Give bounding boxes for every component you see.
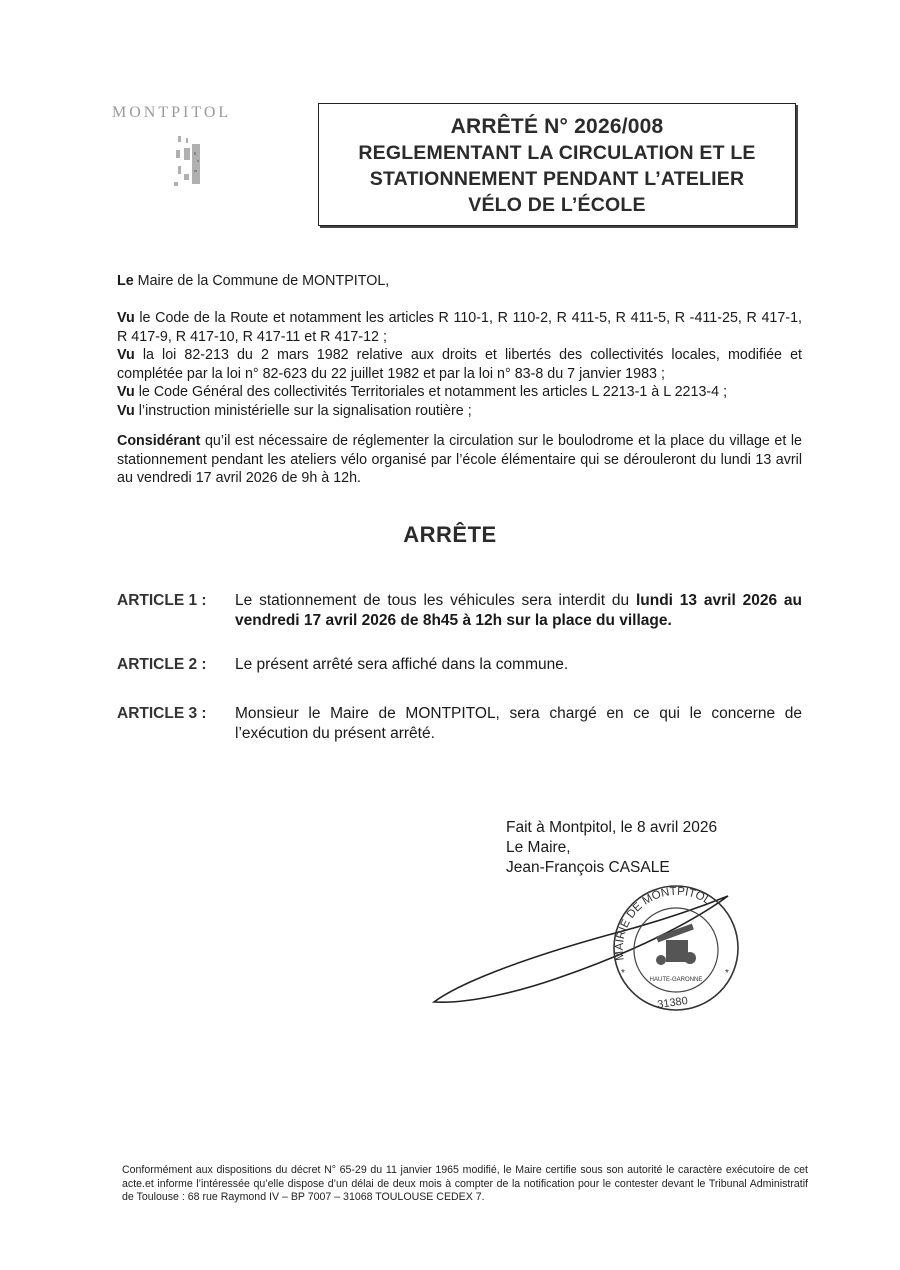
coat-of-arms-icon (140, 130, 230, 194)
vu-label: Vu (117, 402, 135, 419)
commune-logo (112, 104, 262, 194)
signer-name: Jean-François CASALE (506, 859, 670, 876)
stamp-postcode: 31380 (656, 994, 689, 1012)
vu-item (117, 346, 802, 383)
article-text: Le présent arrêté sera affiché dans la commune. (235, 656, 569, 673)
vu-label: Vu (117, 384, 135, 400)
intro-text: Maire de la Commune de MONTPITOL, (133, 273, 390, 289)
vu-item (117, 309, 802, 346)
considering-text: qu’il est nécessaire de réglementer la circulation sur le boulodrome et la place du village et le stationnement pendant les ateliers vélo organisé par l’école élémentaire qui se dérouleront du lundi 13 avril au vendredi 17 avril 2026 de 9h à 12h. (117, 433, 802, 486)
considering-label: Considérant (117, 433, 201, 449)
vu-item (117, 402, 802, 421)
article-text: Monsieur le Maire de MONTPITOL, sera chargé en ce qui le concerne de l’exécution du présent arrêté. (235, 705, 802, 742)
logo-text: MONTPITOL (112, 104, 232, 121)
vu-text: le Code de la Route et notamment les articles R 110-1, R 110-2, R 411-5, R 411-5, R -411-25, R 417-1, R 417-9, R 417-10, R 417-11 et R 417-12 ; (117, 310, 802, 345)
article-label: ARTICLE 3 : (117, 705, 207, 722)
vu-label: Vu (117, 310, 135, 326)
stamp-star-left: * (621, 968, 625, 979)
stamp-emblem-icon (656, 924, 696, 965)
article-text-end: . (667, 612, 672, 629)
article-3 (117, 704, 802, 746)
title-line: STATIONNEMENT PENDANT L’ATELIER (369, 168, 745, 190)
article-label: ARTICLE 1 : (117, 592, 207, 609)
title-line: REGLEMENTANT LA CIRCULATION ET LE (358, 142, 756, 164)
considering-paragraph (117, 432, 802, 488)
vu-text: l’instruction ministérielle sur la signalisation routière ; (134, 402, 472, 419)
arrete-heading: ARRÊTE (403, 522, 497, 547)
article-text-bold: lundi 13 avril 2026 au vendredi 17 avril 2026 de 8h45 à 12h sur la place du village (235, 592, 802, 629)
vu-label: Vu (117, 347, 135, 363)
mayor-stamp-and-signature (428, 880, 758, 1020)
stamp-text: MAIRIE DE MONTPITOL (613, 885, 713, 962)
intro-paragraph (117, 272, 802, 291)
decree-number: ARRÊTÉ N° 2026/008 (450, 115, 664, 138)
signature-block (506, 818, 717, 878)
article-2 (117, 655, 802, 677)
title-box (318, 103, 796, 226)
place-date: Fait à Montpitol, le 8 avril 2026 (506, 819, 718, 836)
intro-bold: Le (117, 273, 134, 289)
signer-role: Le Maire, (506, 839, 571, 856)
vu-text: le Code Général des collectivités Territoriales et notamment les articles L 2213-1 à L 2213-4 ; (134, 384, 728, 400)
vu-list (117, 309, 802, 420)
article-text (235, 591, 802, 631)
article-text-plain: Le stationnement de tous les véhicules sera interdit du (235, 592, 636, 609)
vu-item (117, 383, 802, 402)
article-label: ARTICLE 2 : (117, 656, 207, 673)
vu-text: la loi 82-213 du 2 mars 1982 relative aux droits et libertés des collectivités locales, modifiée et complétée par la loi n° 82-623 du 22 juillet 1982 et par la loi n° 83-8 du 7 janvier 1983 ; (117, 347, 802, 382)
title-line: VÉLO DE L’ÉCOLE (468, 194, 646, 216)
article-1 (117, 591, 802, 633)
stamp-subtext: HAUTE-GARONNE (649, 977, 703, 983)
legal-footer: Conformément aux dispositions du décret N° 65-29 du 11 janvier 1965 modifié, le Maire certifie sous son autorité le caractère exécutoire de cet acte.et informe l’intéressée qu’elle dispose d’un délai de deux mois à compter de la notification pour le contester devant le Tribunal Administratif de Toulouse : 68 rue Raymond IV – BP 7007 – 31068 TOULOUSE CEDEX 7. (122, 1164, 808, 1203)
stamp-star-right: * (725, 968, 729, 979)
